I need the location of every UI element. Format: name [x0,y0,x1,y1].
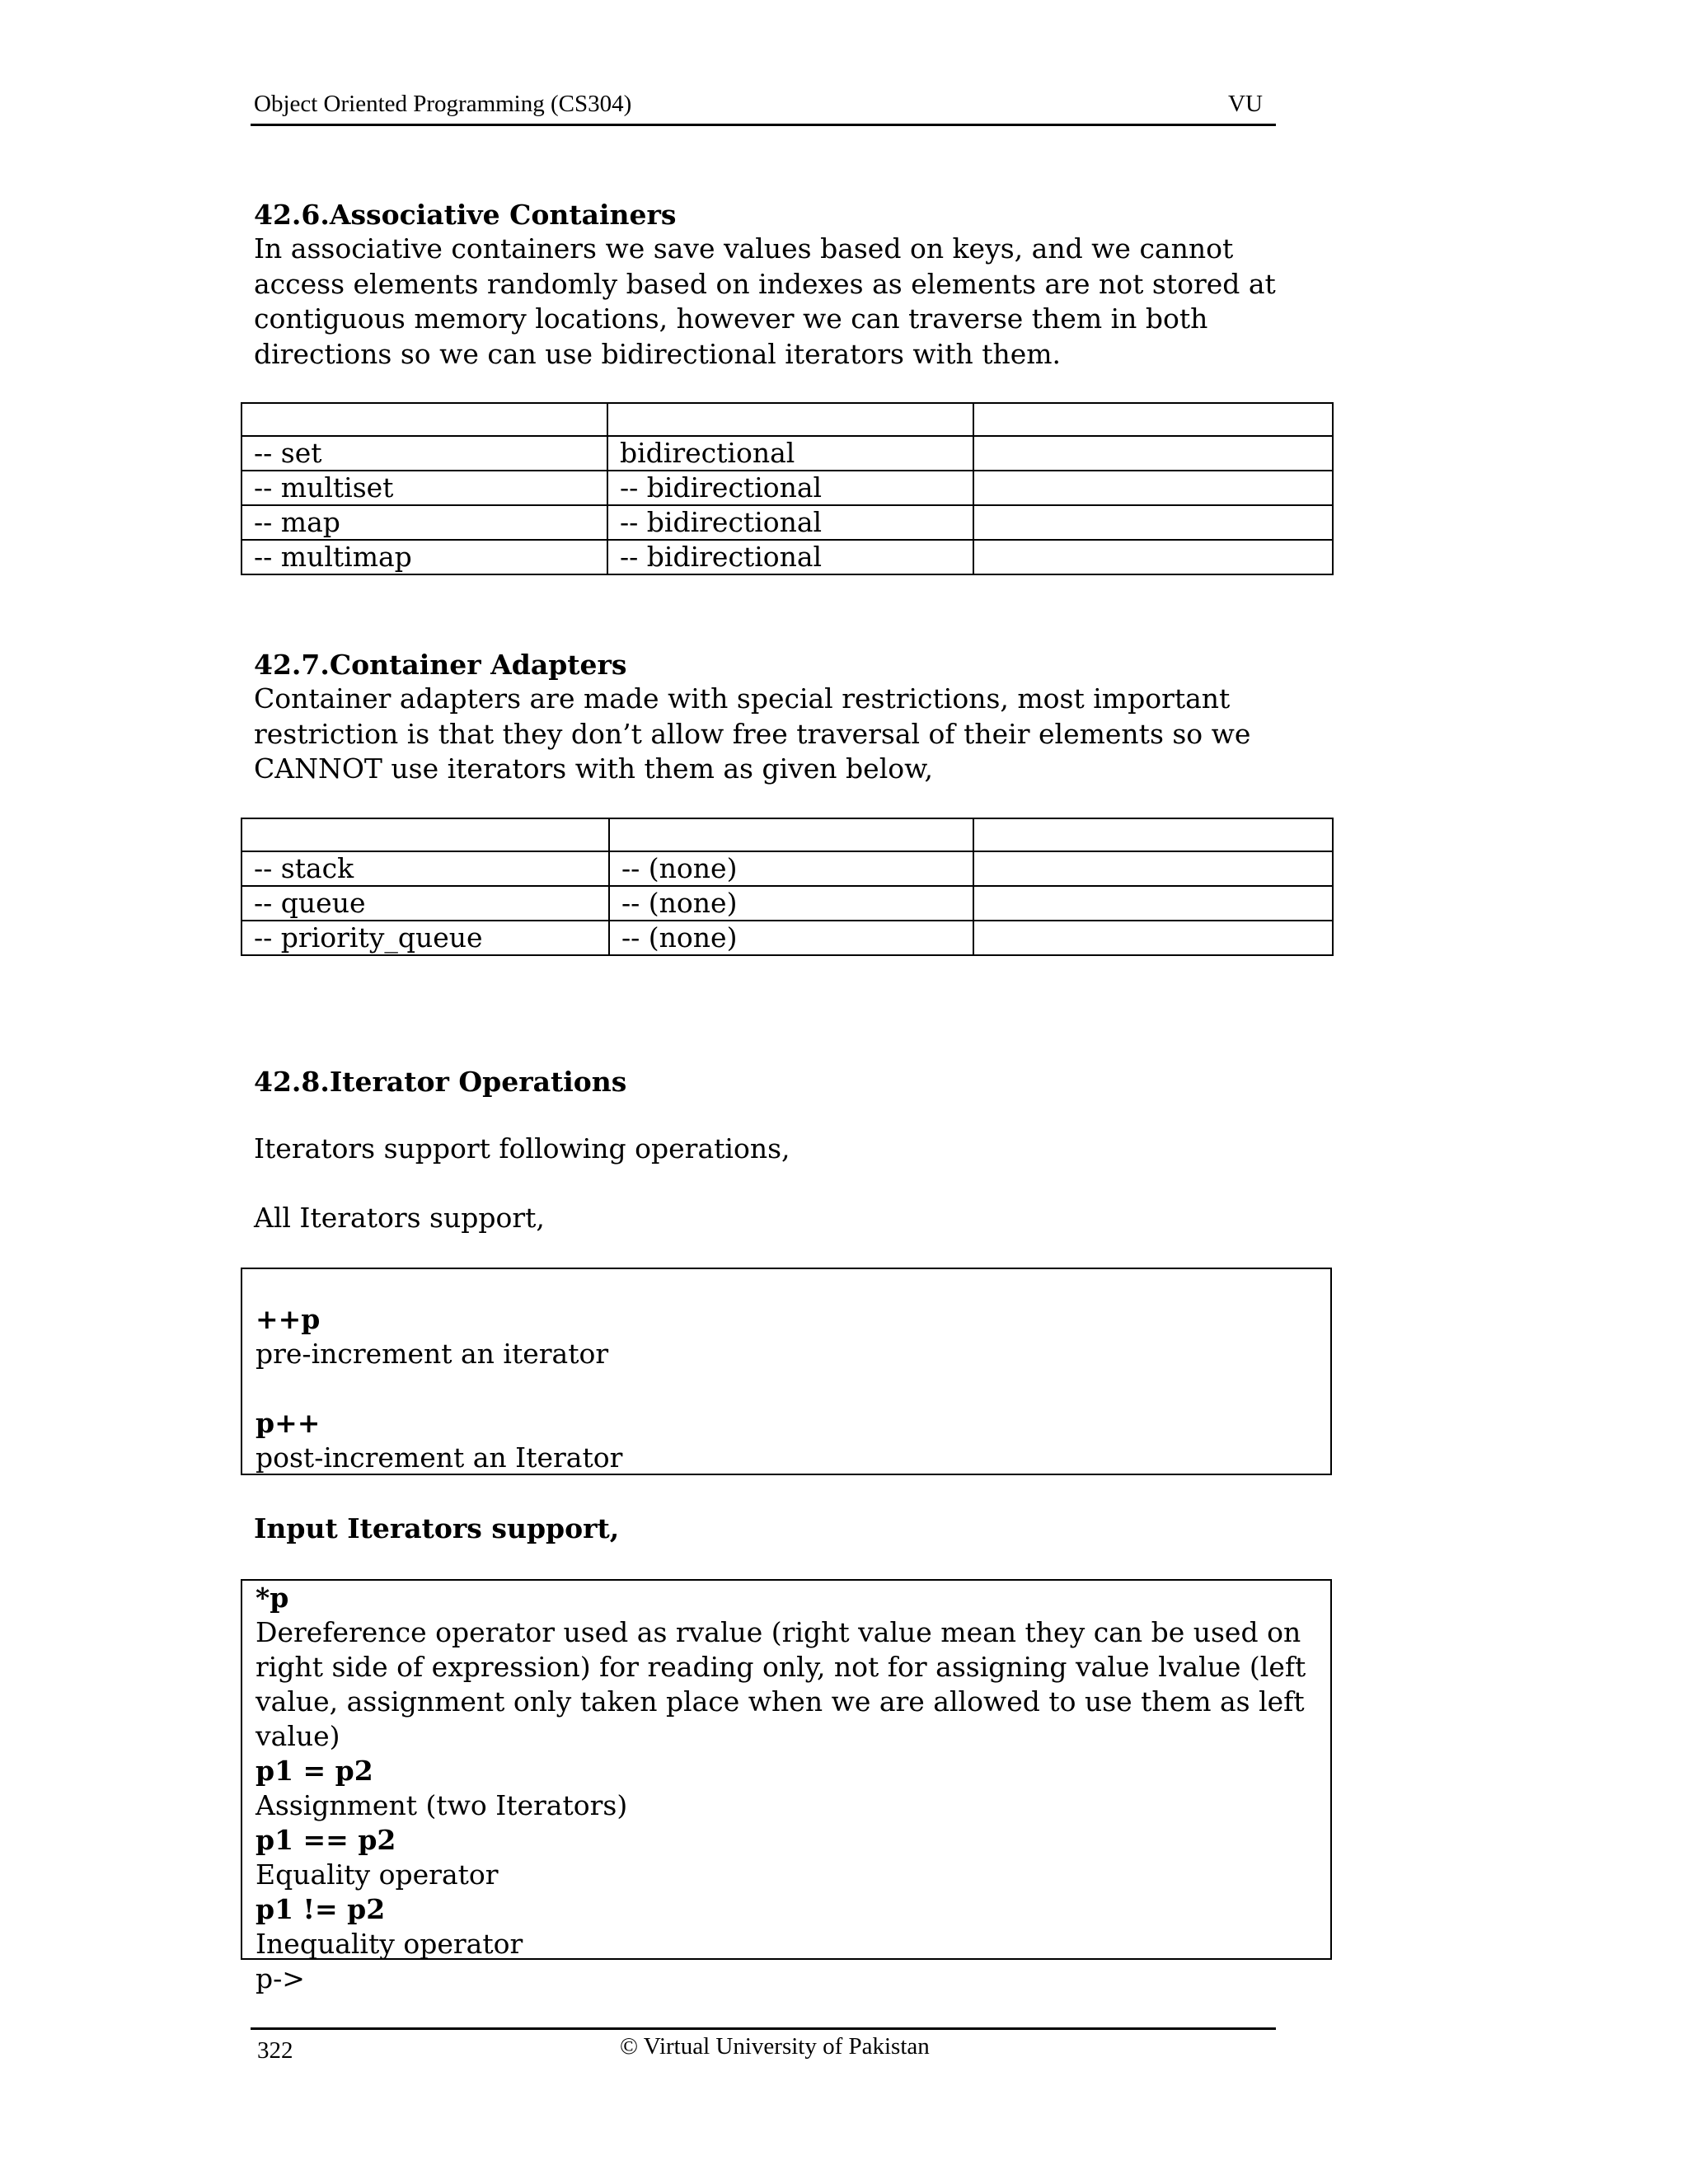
op-post-increment-desc: post-increment an Iterator [256,1441,623,1474]
table-row [241,540,1333,574]
op-inequality: p1 != p2 [256,1893,386,1925]
header-course-title: Object Oriented Programming (CS304) [254,91,632,117]
table-row [241,505,1333,540]
table-cell: -- queue [241,886,609,921]
section-42-6-paragraph: In associative containers we save values based on keys, and we cannot access elements randomly based on indexes as elements are not stored at contiguous memory locations, however we can traverse them in both directions so we can use bidirectional iterators with them. [254,232,1276,370]
table-header-row [241,818,1333,851]
table-row [241,886,1333,921]
op-assignment: p1 = p2 [256,1755,373,1787]
section-42-6-title: 42.6.Associative Containers [254,199,677,231]
table-cell: -- (none) [609,921,973,955]
section-42-7-title: 42.7.Container Adapters [254,649,627,681]
copyright: © Virtual University of Pakistan [620,2033,930,2060]
associative-containers-table [241,402,1334,575]
table-cell [973,436,1333,471]
all-iterators-label: All Iterators support, [254,1202,545,1234]
table-row [241,471,1333,505]
table-cell [973,540,1333,574]
table-header-row [241,403,1333,436]
header-rule [251,124,1276,126]
op-dereference-desc: Dereference operator used as rvalue (right value mean they can be used on right side of expression) for reading only, not for assigning value lvalue (left value, assignment only taken place when we are allowed to use them as left value) [256,1616,1306,1752]
op-equality-desc: Equality operator [256,1858,499,1891]
input-iterators-box [241,1579,1332,1994]
table-cell: -- bidirectional [607,540,973,574]
all-iterators-box [241,1268,1332,1475]
input-iterators-label: Input Iterators support, [254,1512,620,1544]
op-pre-increment: ++p [256,1303,321,1335]
table-cell: bidirectional [607,436,973,471]
table-row [241,921,1333,955]
table-cell: -- multimap [241,540,607,574]
table-cell: -- priority_queue [241,921,609,955]
container-adapters-table [241,818,1334,956]
table-cell [973,886,1333,921]
op-equality: p1 == p2 [256,1824,396,1856]
spacer [256,1371,1330,1406]
table-row [241,851,1333,886]
table-cell: -- (none) [609,886,973,921]
table-cell: -- stack [241,851,609,886]
section-42-8-intro: Iterators support following operations, [254,1132,790,1165]
op-inequality-desc: Inequality operator [256,1928,523,1960]
section-42-8-title: 42.8.Iterator Operations [254,1066,627,1098]
table-cell: -- map [241,505,607,540]
op-pre-increment-desc: pre-increment an iterator [256,1338,609,1370]
table-cell [973,921,1333,955]
op-assignment-desc: Assignment (two Iterators) [256,1789,628,1821]
section-42-6-body [254,232,1292,372]
table-cell: -- (none) [609,851,973,886]
table-cell: -- set [241,436,607,471]
table-cell [973,471,1333,505]
table-cell: -- bidirectional [607,471,973,505]
table-cell [973,851,1333,886]
header-institution: VU [1228,91,1263,117]
op-arrow: p-> [256,1962,305,1994]
table-cell [973,505,1333,540]
op-post-increment: p++ [256,1407,321,1439]
op-dereference: *p [256,1582,289,1614]
page-number: 322 [257,2037,293,2064]
section-42-7-paragraph: Container adapters are made with special restrictions, most important restriction is that they don’t allow free traversal of their elements so we CANNOT use iterators with them as given below, [254,682,1251,785]
table-cell: -- multiset [241,471,607,505]
table-row [241,436,1333,471]
footer-rule [251,2027,1276,2030]
table-cell: -- bidirectional [607,505,973,540]
section-42-7-body [254,682,1301,787]
